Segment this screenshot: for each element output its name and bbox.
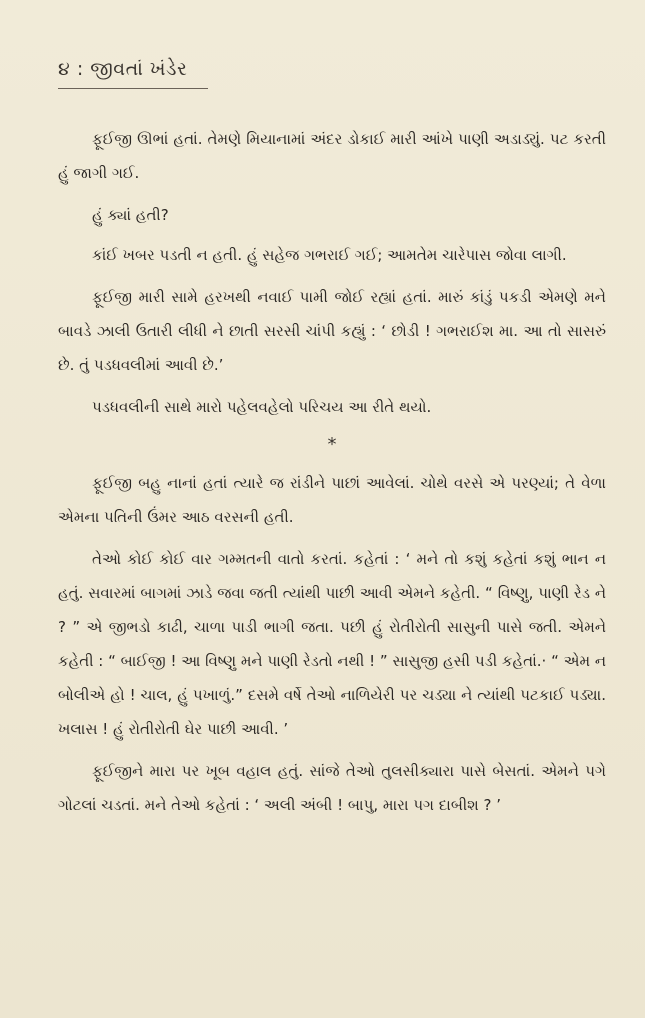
running-header [58, 58, 268, 89]
section-separator: * [327, 434, 337, 455]
page-body [58, 122, 606, 830]
paragraph: પડધવલીની સાથે મારો પહેલવહેલો પરિચય આ રીતે થયો. [92, 398, 432, 416]
paragraph: ફૂઈજી બહુ નાનાં હતાં ત્યારે જ રાંડીને પાછાં આવેલાં. ચોથે વરસે એ પરણ્યાં; તે વેળા એમના પતિની ઉંમર આઠ વરસની હતી. [58, 474, 606, 526]
header-underline [58, 88, 208, 89]
paragraph: હું ક્યાં હતી? [92, 206, 169, 224]
paragraph: ફૂઈજી મારી સામે હરખથી નવાઈ પામી જોઈ રહ્યાં હતાં. મારું કાંડું પકડી એમણે મને બાવડે ઝાલી ઉતારી લીધી ને છાતી સરસી ચાંપી કહ્યું : ‘ છોડી ! ગભરાઈશ મા. આ તો સાસરું છે. તું પડધવલીમાં આવી છે.’ [58, 288, 606, 374]
paragraph: ફૂઈજી ઊભાં હતાં. તેમણે મિયાનામાં અંદર ડોકાઈ મારી આંખે પાણી અડાડ્યું. પટ કરતી હું જાગી ગઈ. [58, 130, 606, 182]
chapter-heading: ૪ : જીવતાં ખંડેર [58, 58, 188, 80]
paragraph: તેઓ કોઈ કોઈ વાર ગમ્મતની વાતો કરતાં. કહેતાં : ‘ મને તો કશું કહેતાં કશું ભાન ન હતું. સવારમાં બાગમાં ઝાડે જવા જતી ત્યાંથી પાછી આવી એમને કહેતી. “ વિષ્ણુ, પાણી રેડ ને ? ” એ જીભડો કાઢી, ચાળા પાડી ભાગી જતા. પછી હું રોતીરોતી સાસુની પાસે જતી. એમને કહેતી : “ બાઈજી ! આ વિષ્ણુ મને પાણી રેડતો નથી ! ” સાસુજી હસી પડી કહેતાં.· “ એમ ન બોલીએ હો ! ચાલ, હું પખાળું.” દસમે વર્ષે તેઓ નાળિયેરી પર ચડ્યા ને ત્યાંથી પટકાઈ પડ્યા. ખલાસ ! હું રોતીરોતી ઘેર પાછી આવી. ’ [58, 550, 606, 738]
paragraph: ફૂઈજીને મારા પર ખૂબ વહાલ હતું. સાંજે તેઓ તુલસીક્યારા પાસે બેસતાં. એમને પગે ગોટલાં ચડતાં. મને તેઓ કહેતાં : ‘ અલી અંબી ! બાપુ, મારા પગ દાબીશ ? ’ [58, 762, 606, 814]
paragraph: કાંઈ ખબર પડતી ન હતી. હું સહેજ ગભરાઈ ગઈ; આમતેમ ચારેપાસ જોવા લાગી. [92, 246, 567, 264]
